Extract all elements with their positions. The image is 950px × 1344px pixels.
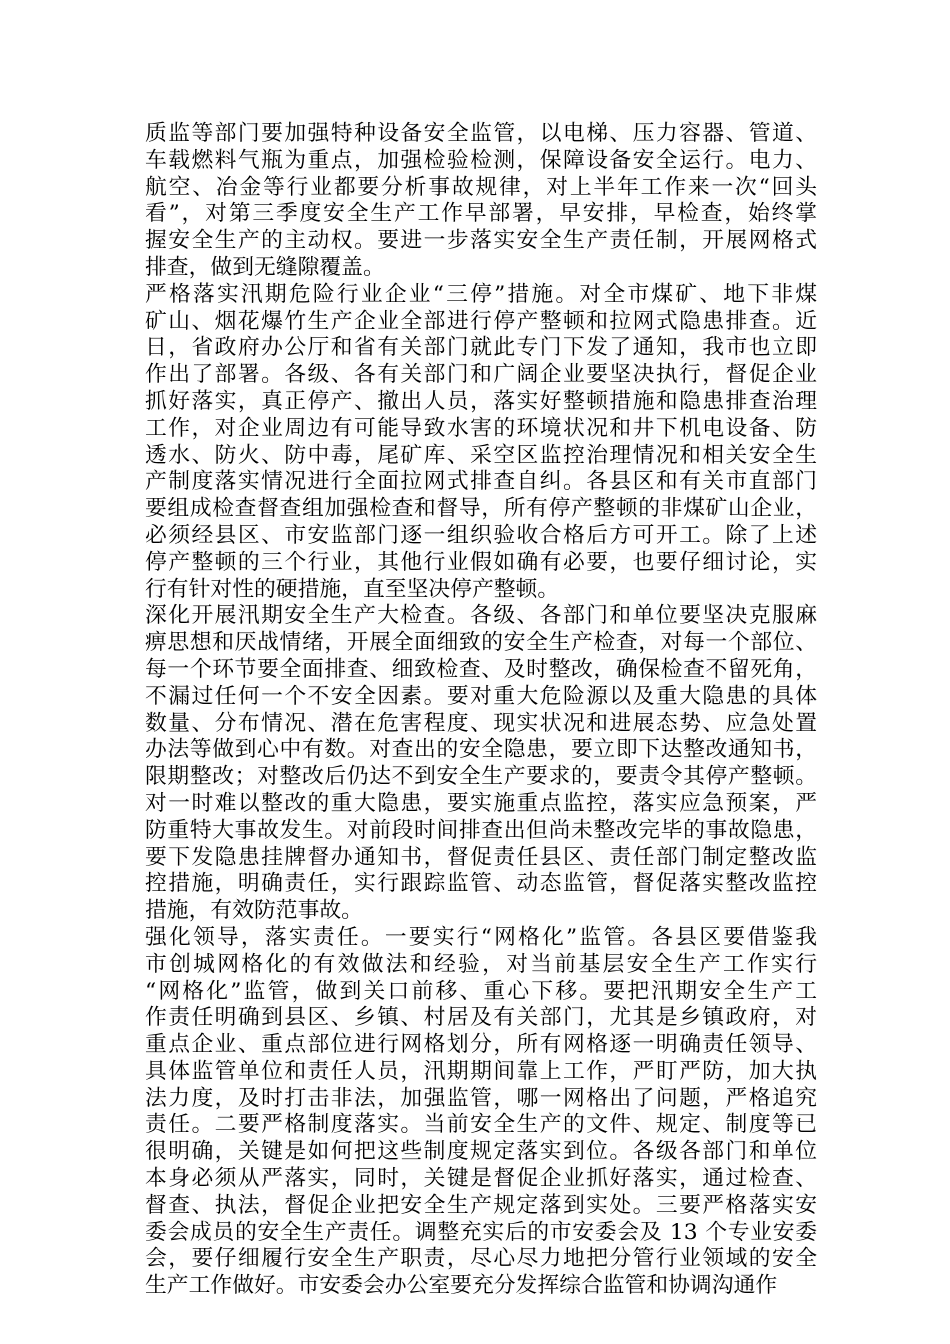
paragraph-equipment-supervision bbox=[145, 121, 817, 282]
text-line: 作出了部署。各级、各有关部门和广阔企业要坚决执行，督促企业 bbox=[145, 362, 817, 388]
text-line: 很明确，关键是如何把这些制度规定落实到位。各级各部门和单位 bbox=[145, 1139, 817, 1165]
text-line: 作责任明确到县区、乡镇、村居及有关部门，尤其是乡镇政府，对 bbox=[145, 1005, 817, 1031]
text-line: 防重特大事故发生。对前段时间排查出但尚未整改完毕的事故隐患， bbox=[145, 817, 817, 843]
text-line: 不漏过任何一个不安全因素。要对重大危险源以及重大隐患的具体 bbox=[145, 683, 817, 709]
text-line: 产制度落实情况进行全面拉网式排查自纠。各县区和有关市直部门 bbox=[145, 469, 817, 495]
text-line: 具体监管单位和责任人员，汛期期间靠上工作，严盯严防，加大执 bbox=[145, 1058, 817, 1084]
text-line: 督查、执法，督促企业把安全生产规定落到实处。三要严格落实安 bbox=[145, 1192, 817, 1218]
text-line: 日，省政府办公厅和省有关部门就此专门下发了通知，我市也立即 bbox=[145, 335, 817, 361]
text-line: 限期整改；对整改后仍达不到安全生产要求的，要责令其停产整顿。 bbox=[145, 764, 817, 790]
text-line: 工作，对企业周边有可能导致水害的环境状况和井下机电设备、防 bbox=[145, 415, 817, 441]
text-line: 对一时难以整改的重大隐患，要实施重点监控，落实应急预案，严 bbox=[145, 790, 817, 816]
text-line: 委会成员的安全生产责任。调整充实后的市安委会及 13 个专业安委 bbox=[145, 1219, 817, 1245]
text-line: 严格落实汛期危险行业企业“三停”措施。对全市煤矿、地下非煤 bbox=[145, 281, 817, 307]
text-line: 办法等做到心中有数。对查出的安全隐患，要立即下达整改通知书， bbox=[145, 737, 817, 763]
text-line: 本身必须从严落实，同时，关键是督促企业抓好落实，通过检查、 bbox=[145, 1166, 817, 1192]
text-line: 控措施，明确责任，实行跟踪监管、动态监管，督促落实整改监控 bbox=[145, 871, 817, 897]
text-line: 生产工作做好。市安委会办公室要充分发挥综合监管和协调沟通作 bbox=[145, 1273, 778, 1299]
text-line: 透水、防火、防中毒，尾矿库、采空区监控治理情况和相关安全生 bbox=[145, 442, 817, 468]
text-line: “网格化”监管，做到关口前移、重心下移。要把汛期安全生产工 bbox=[145, 978, 817, 1004]
text-line: 航空、冶金等行业都要分析事故规律，对上半年工作来一次“回头 bbox=[145, 174, 817, 200]
text-line: 数量、分布情况、潜在危害程度、现实状况和进展态势、应急处置 bbox=[145, 710, 817, 736]
paragraph-leadership-responsibility bbox=[145, 925, 817, 1300]
text-line: 会，要仔细履行安全生产职责，尽心尽力地把分管行业领域的安全 bbox=[145, 1246, 817, 1272]
text-line: 深化开展汛期安全生产大检查。各级、各部门和单位要坚决克服麻 bbox=[145, 603, 817, 629]
text-line: 要下发隐患挂牌督办通知书，督促责任县区、责任部门制定整改监 bbox=[145, 844, 817, 870]
text-line: 排查，做到无缝隙覆盖。 bbox=[145, 254, 385, 280]
text-line: 措施，有效防范事故。 bbox=[145, 898, 363, 924]
text-line: 重点企业、重点部位进行网格划分，所有网格逐一明确责任领导、 bbox=[145, 1032, 817, 1058]
paragraph-three-stops-measures bbox=[145, 282, 817, 604]
text-line: 矿山、烟花爆竹生产企业全部进行停产整顿和拉网式隐患排查。近 bbox=[145, 308, 817, 334]
text-line: 看”，对第三季度安全生产工作早部署，早安排，早检查，始终掌 bbox=[145, 201, 817, 227]
text-line: 行有针对性的硬措施，直至坚决停产整顿。 bbox=[145, 576, 560, 602]
text-line: 必须经县区、市安监部门逐一组织验收合格后方可开工。除了上述 bbox=[145, 522, 817, 548]
text-line: 强化领导，落实责任。一要实行“网格化”监管。各县区要借鉴我 bbox=[145, 924, 817, 950]
text-line: 车载燃料气瓶为重点，加强检验检测，保障设备安全运行。电力、 bbox=[145, 147, 817, 173]
text-line: 每一个环节要全面排查、细致检查、及时整改，确保检查不留死角， bbox=[145, 656, 817, 682]
text-line: 停产整顿的三个行业，其他行业假如确有必要，也要仔细讨论，实 bbox=[145, 549, 817, 575]
text-line: 痹思想和厌战情绪，开展全面细致的安全生产检查，对每一个部位、 bbox=[145, 630, 817, 656]
text-line: 抓好落实，真正停产、撤出人员，落实好整顿措施和隐患排查治理 bbox=[145, 388, 817, 414]
text-line: 质监等部门要加强特种设备安全监管，以电梯、压力容器、管道、 bbox=[145, 121, 817, 146]
paragraph-flood-season-inspection bbox=[145, 603, 817, 925]
text-line: 市创城网格化的有效做法和经验，对当前基层安全生产工作实行 bbox=[145, 951, 817, 977]
text-line: 责任。二要严格制度落实。当前安全生产的文件、规定、制度等已 bbox=[145, 1112, 817, 1138]
text-line: 握安全生产的主动权。要进一步落实安全生产责任制，开展网格式 bbox=[145, 228, 817, 254]
document-page bbox=[145, 121, 817, 1300]
text-line: 要组成检查督查组加强检查和督导，所有停产整顿的非煤矿山企业， bbox=[145, 496, 817, 522]
text-line: 法力度，及时打击非法，加强监管，哪一网格出了问题，严格追究 bbox=[145, 1085, 817, 1111]
